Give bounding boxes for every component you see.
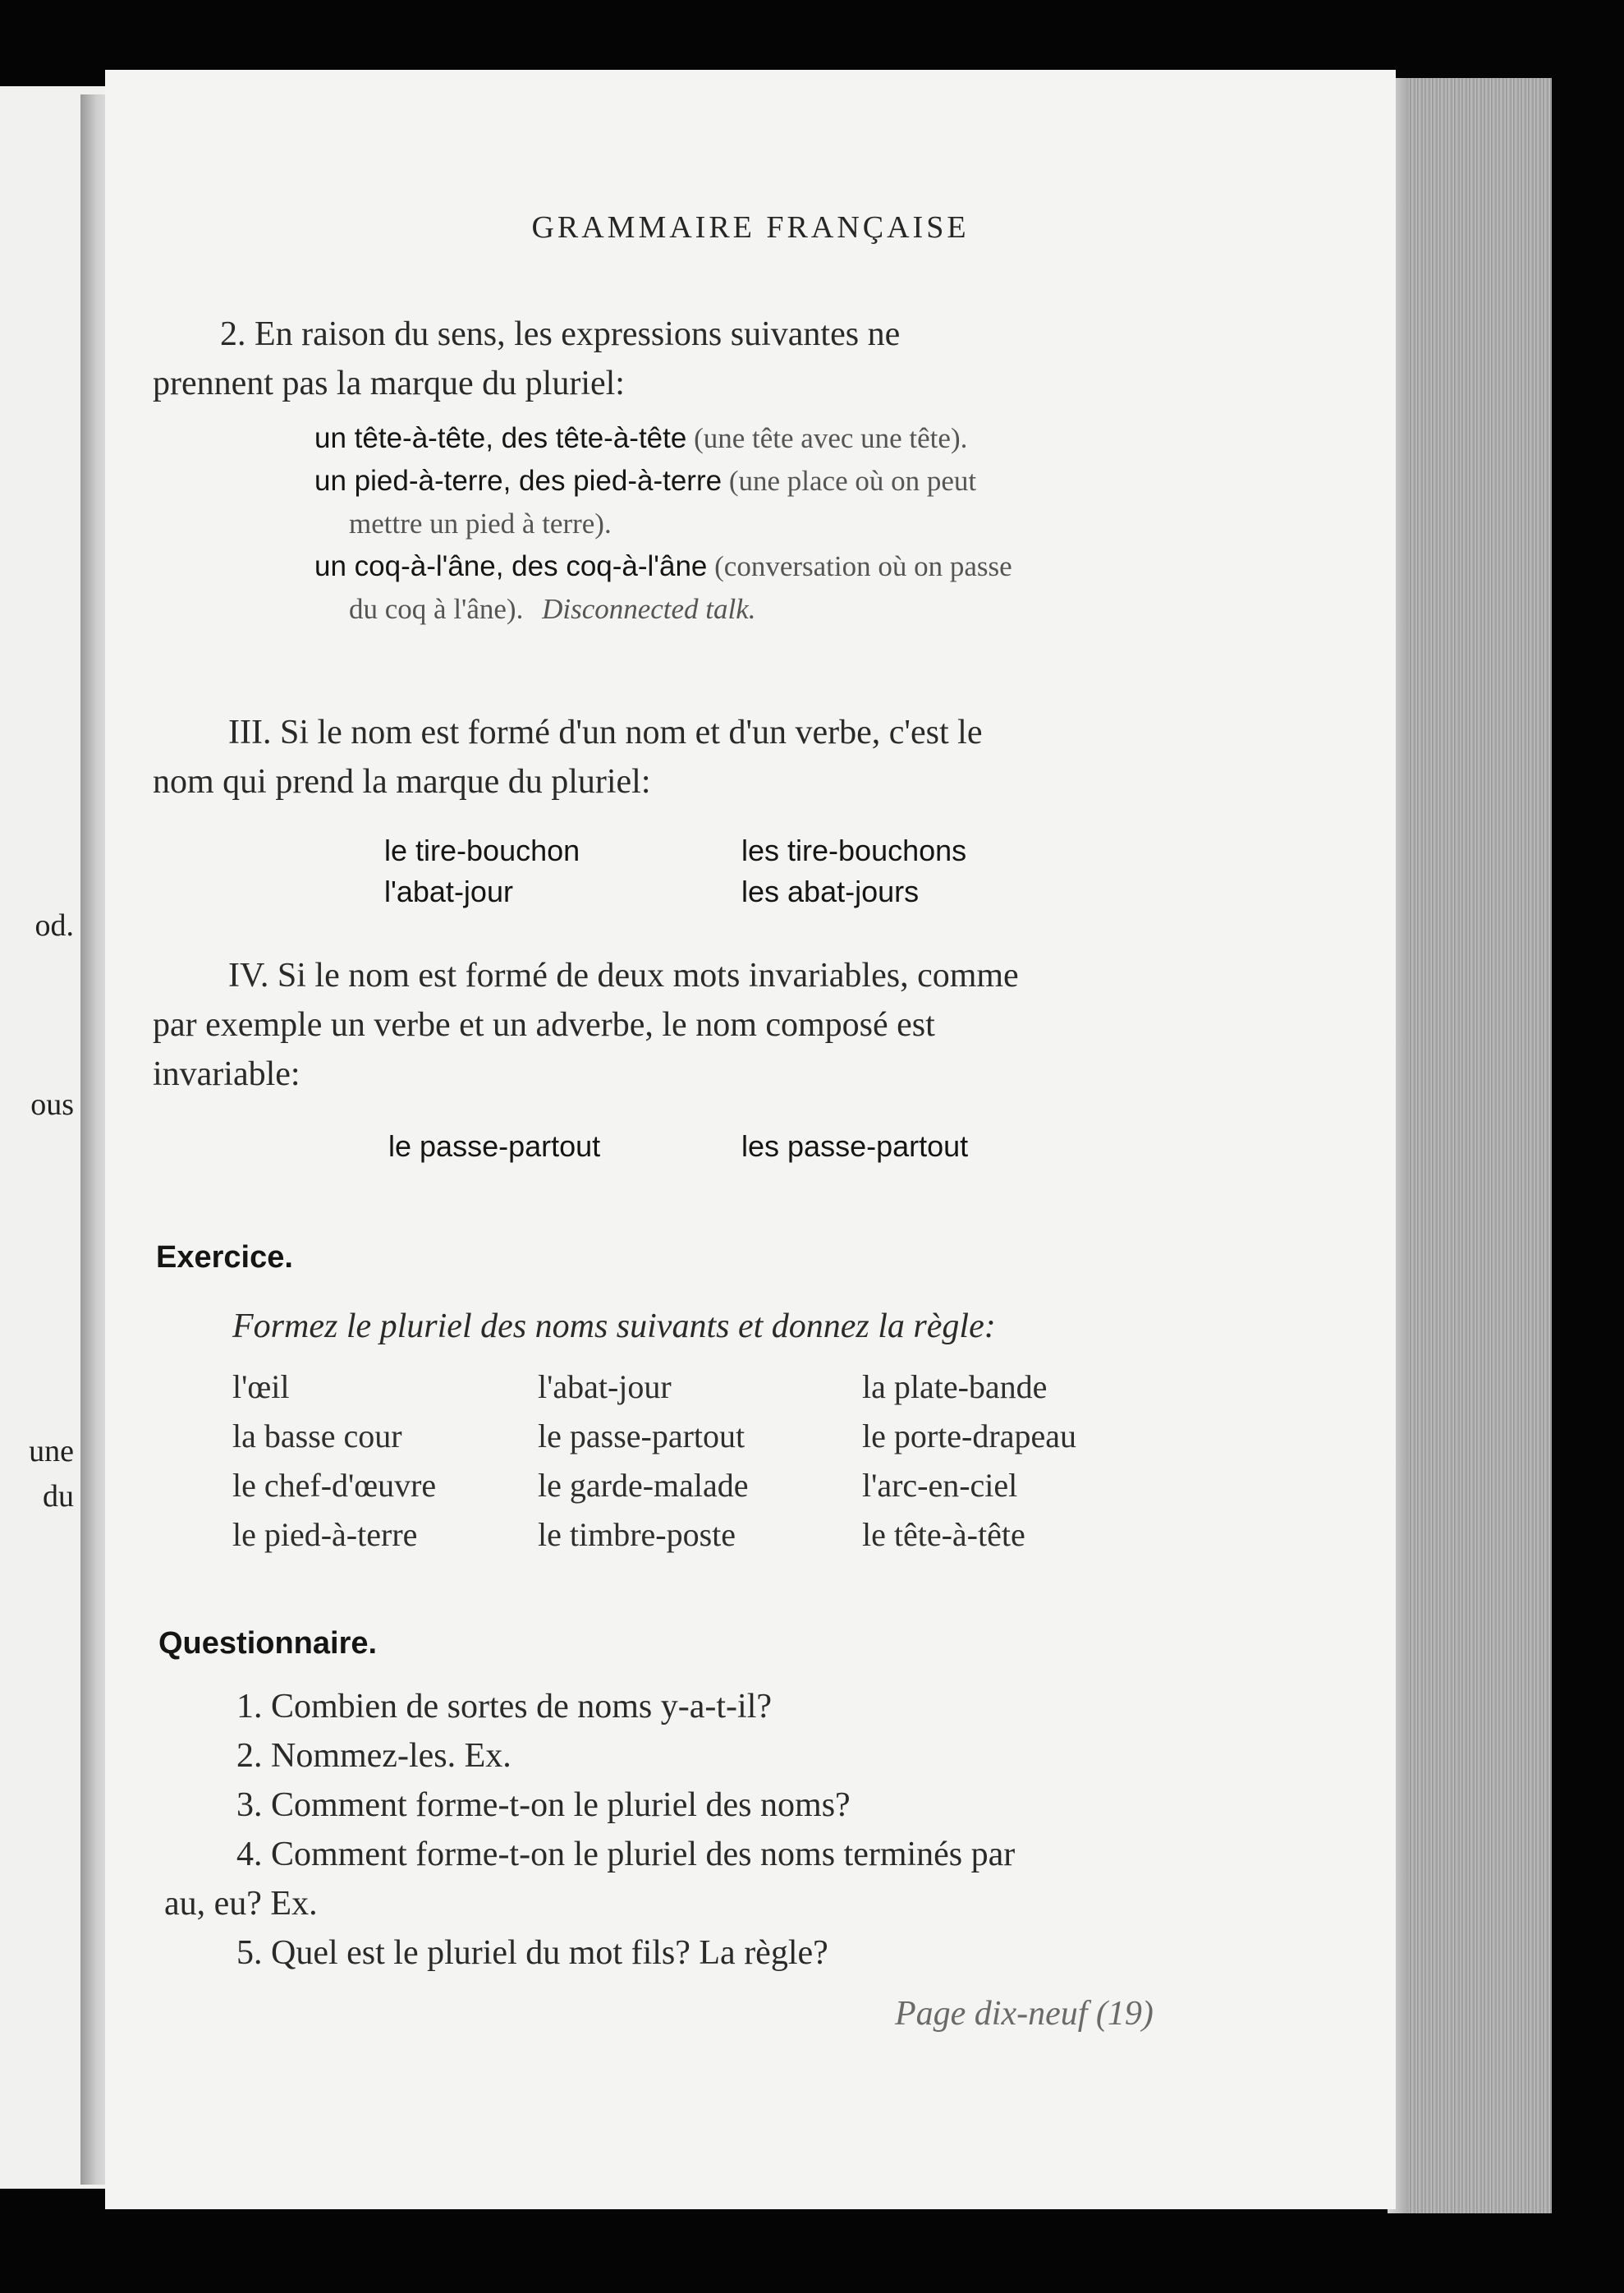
rule2-example [314, 417, 967, 460]
exercise-word: le chef-d'œuvre [232, 1467, 437, 1504]
exercise-word: le timbre-poste [538, 1516, 736, 1553]
exercise-word: le pied-à-terre [232, 1516, 418, 1553]
exercise-word: la basse cour [232, 1418, 402, 1454]
facing-page-fragment: od. [34, 908, 74, 943]
facing-page-fragment: une [29, 1434, 74, 1468]
rule3-line2: nom qui prend la marque du pluriel: [153, 763, 651, 801]
questionnaire-heading: Questionnaire. [158, 1626, 378, 1661]
rule2-example [314, 460, 976, 503]
question-item: 1. Combien de sortes de noms y-a-t-il? [236, 1688, 773, 1725]
rule4-singular: le passe-partout [388, 1129, 601, 1163]
exercise-word: le porte-drapeau [862, 1418, 1076, 1454]
rule4-plural: les passe-partout [741, 1129, 969, 1163]
rule4-line1: IV. Si le nom est formé de deux mots invariables, comme [228, 957, 1019, 995]
page-footer: Page dix-neuf (19) [895, 1995, 1154, 2033]
rule4-line2: par exemple un verbe et un adverbe, le nom composé est [153, 1006, 935, 1044]
exercise-word: le garde-malade [538, 1467, 749, 1504]
english-gloss: Disconnected talk. [542, 593, 756, 625]
exercise-word: le tête-à-tête [862, 1516, 1025, 1553]
rule3-singular: le tire-bouchon [384, 834, 580, 867]
rule2-line2: prennent pas la marque du pluriel: [153, 365, 625, 402]
exercise-heading: Exercice. [156, 1240, 293, 1275]
example-bold: un tête-à-tête, des tête-à-tête [314, 422, 687, 454]
book-page [105, 70, 1396, 2209]
facing-page-fragment: ous [30, 1087, 74, 1122]
exercise-instruction: Formez le pluriel des noms suivants et donnez la règle: [232, 1307, 996, 1345]
question-item: 4. Comment forme-t-on le pluriel des noms terminés par [236, 1836, 1016, 1873]
page-block-edge [1388, 78, 1552, 2213]
example-note: mettre un pied à terre). [349, 508, 612, 540]
rule2-example-continued [349, 588, 756, 631]
example-bold: un coq-à-l'âne, des coq-à-l'âne [314, 550, 708, 582]
example-note: (conversation où on passe [714, 550, 1012, 582]
question-item: 5. Quel est le pluriel du mot fils? La règle? [236, 1934, 828, 1972]
rule2-example-continued [349, 503, 612, 545]
rule3-plural: les abat-jours [741, 875, 920, 908]
example-bold: un pied-à-terre, des pied-à-terre [314, 465, 723, 497]
exercise-word: l'œil [232, 1368, 290, 1405]
question-item-continued: au, eu? Ex. [164, 1885, 318, 1923]
running-head: GRAMMAIRE FRANÇAISE [531, 210, 970, 245]
example-note: du coq à l'âne). [349, 593, 524, 625]
question-item: 2. Nommez-les. Ex. [236, 1737, 512, 1775]
question-item: 3. Comment forme-t-on le pluriel des noms? [236, 1786, 851, 1824]
rule3-singular: l'abat-jour [384, 875, 513, 908]
exercise-word: la plate-bande [862, 1368, 1048, 1405]
rule2-example [314, 545, 1012, 588]
exercise-word: l'arc-en-ciel [862, 1467, 1018, 1504]
rule4-line3: invariable: [153, 1055, 300, 1093]
exercise-word: le passe-partout [538, 1418, 745, 1454]
example-note: (une place où on peut [728, 465, 977, 497]
rule3-line1: III. Si le nom est formé d'un nom et d'un verbe, c'est le [228, 714, 983, 751]
exercise-word: l'abat-jour [538, 1368, 672, 1405]
rule2-line1: 2. En raison du sens, les expressions suivantes ne [220, 315, 901, 353]
example-note: (une tête avec une tête). [694, 422, 968, 454]
rule3-plural: les tire-bouchons [741, 834, 967, 867]
facing-page-fragment: du [43, 1479, 74, 1514]
